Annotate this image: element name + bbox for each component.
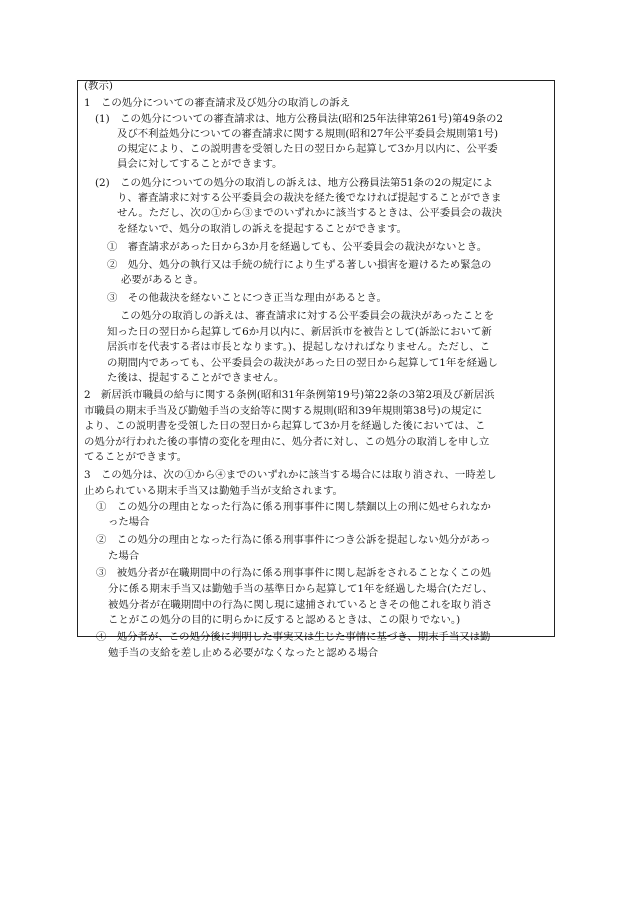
notice-line: ② 処分、処分の執行又は手続の続行により生ずる著しい損害を避けるため緊急の xyxy=(107,259,492,271)
notice-line: 分に係る期末手当又は勤勉手当の基準日から起算して1年を経過した場合(ただし、 xyxy=(108,583,493,595)
notice-line: 1 この処分についての審査請求及び処分の取消しの訴え xyxy=(84,97,351,109)
notice-line: ③ 被処分者が在職期間中の行為に係る刑事事件に関し起訴をされることなくこの処 xyxy=(96,567,491,579)
notice-line: (1) この処分についての審査請求は、地方公務員法(昭和25年法律第261号)第49条の2 xyxy=(95,113,504,125)
notice-line: 止められている期末手当又は勤勉手当が支給されます。 xyxy=(84,485,343,497)
notice-line: 及び不利益処分についての審査請求に関する規則(昭和27年公平委員会規則第1号) xyxy=(117,128,499,140)
notice-line: (2) この処分についての処分の取消しの訴えは、地方公務員法第51条の2の規定によ xyxy=(95,177,494,189)
notice-line: た場合 xyxy=(108,550,140,562)
notice-line: 員会に対してすることができます。 xyxy=(117,158,283,170)
notice-heading: (教示) xyxy=(84,80,113,92)
notice-line: 2 新居浜市職員の給与に関する条例(昭和31年条例第19号)第22条の3第2項及び新居浜 xyxy=(84,389,495,401)
notice-line: より、この説明書を受領した日の翌日から起算して3か月を経過した後においては、こ xyxy=(84,420,486,432)
notice-line: の規定により、この説明書を受領した日の翌日から起算して3か月以内に、公平委 xyxy=(117,143,498,155)
notice-line: ③ その他裁決を経ないことにつき正当な理由があるとき。 xyxy=(107,292,387,304)
notice-line: 勉手当の支給を差し止める必要がなくなったと認める場合 xyxy=(108,647,379,659)
notice-line: り、審査請求に対する公平委員会の裁決を経た後でなければ提起することができま xyxy=(117,192,502,204)
notice-line: ① 審査請求があった日から3か月を経過しても、公平委員会の裁決がないとき。 xyxy=(107,241,488,253)
notice-line: 被処分者が在職期間中の行為に関し現に逮捕されているときその他これを取り消さ xyxy=(108,599,493,611)
notice-line: を経ないで、処分の取消しの訴えを提起することができます。 xyxy=(117,223,407,235)
notice-line: ① この処分の理由となった行為に係る刑事事件に関し禁錮以上の刑に処せられなか xyxy=(96,501,491,513)
notice-line: の処分が行われた後の事情の変化を理由に、処分者に対し、この処分の取消しを申し立 xyxy=(84,436,490,448)
notice-line: せん。ただし、次の①から③までのいずれかに該当するときは、公平委員会の裁決 xyxy=(117,207,503,219)
notice-line: の期間内であっても、公平委員会の裁決があった日の翌日から起算して1年を経過し xyxy=(107,357,498,369)
notice-line: 知った日の翌日から起算して6か月以内に、新居浜市を被告として(訴訟において新 xyxy=(107,326,492,338)
notice-line: てることができます。 xyxy=(84,451,188,463)
notice-line: 3 この処分は、次の①から④までのいずれかに該当する場合には取り消され、一時差し xyxy=(84,469,497,481)
notice-line: 居浜市を代表する者は市長となります。)、提起しなければなりません。ただし、こ xyxy=(107,341,491,353)
notice-line: 必要があるとき。 xyxy=(121,274,204,286)
notice-line: ことがこの処分の目的に明らかに反すると認めるときは、この限りでない。) xyxy=(108,614,461,626)
notice-line: ④ 処分者が、この処分後に判明した事実又は生じた事情に基づき、期末手当又は勤 xyxy=(96,631,491,643)
notice-line: 市職員の期末手当及び勤勉手当の支給等に関する規則(昭和39年規則第38号)の規定に xyxy=(84,405,483,417)
notice-line: た後は、提起することができません。 xyxy=(107,372,285,384)
notice-line: ② この処分の理由となった行為に係る刑事事件につき公訴を提起しない処分があっ xyxy=(96,534,491,546)
notice-line: この処分の取消しの訴えは、審査請求に対する公平委員会の裁決があったことを xyxy=(120,310,494,322)
notice-line: った場合 xyxy=(108,516,150,528)
